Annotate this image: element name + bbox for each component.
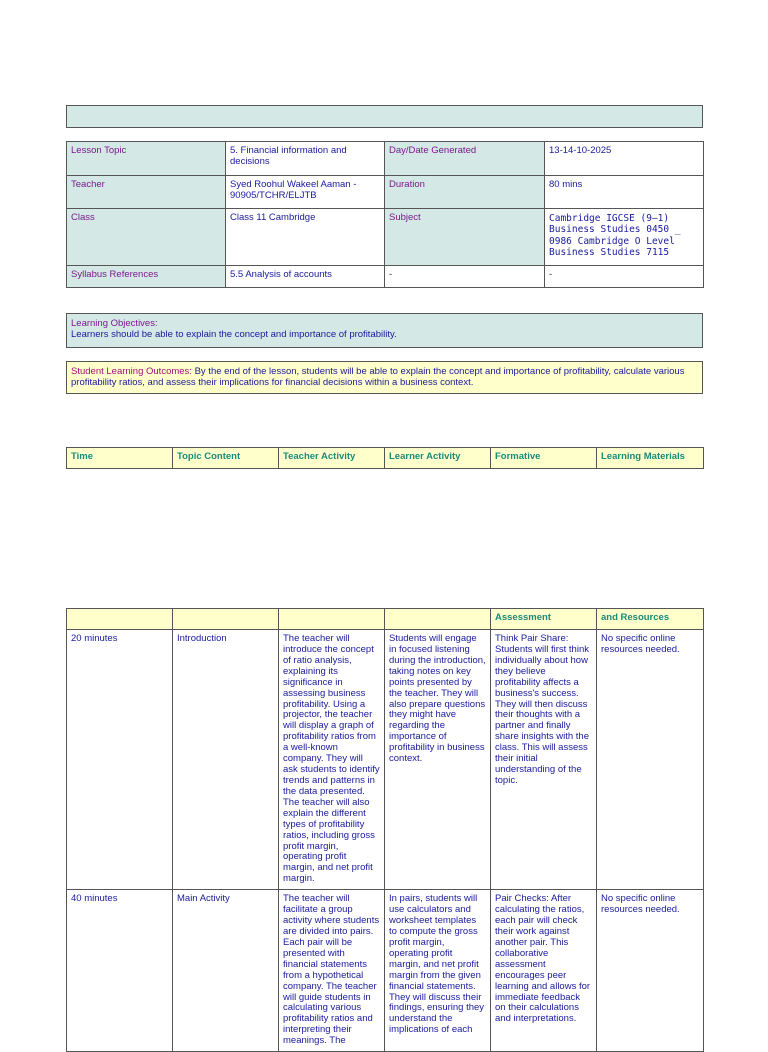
- duration-value: 80 mins: [545, 176, 704, 209]
- title-bar: [66, 105, 703, 128]
- header-learner-blank: [385, 609, 491, 630]
- class-value: Class 11 Cambridge: [226, 209, 385, 266]
- time-cell: 40 minutes: [67, 890, 173, 1052]
- time-cell: 20 minutes: [67, 630, 173, 890]
- lesson-plan-table: [66, 629, 704, 1052]
- syllabus-references-value: 5.5 Analysis of accounts: [226, 266, 385, 288]
- table-row: [67, 890, 704, 1052]
- header-learning-materials: Learning Materials: [597, 448, 704, 469]
- info-row: [67, 142, 704, 176]
- assessment-cell: Pair Checks: After calculating the ratios, each pair will check their work against another pair. This collaborative assessment encourages peer learning and allows for immediate feedback on their calculations and interpretations.: [491, 890, 597, 1052]
- assessment-cell: Think Pair Share: Students will first think individually about how they believe profitability affects a business's success. They will then discuss their thoughts with a partner and finally share insights with the class. This will assess their initial understanding of the topic.: [491, 630, 597, 890]
- class-label: Class: [67, 209, 226, 266]
- duration-label: Duration: [385, 176, 545, 209]
- syllabus-references-label: Syllabus References: [67, 266, 226, 288]
- header-topic-blank: [173, 609, 279, 630]
- header-row: [67, 448, 704, 469]
- learning-objectives-text: Learners should be able to explain the concept and importance of profitability.: [71, 328, 397, 340]
- header-teacher-activity: Teacher Activity: [279, 448, 385, 469]
- topic-cell: Main Activity: [173, 890, 279, 1052]
- student-learning-outcomes-text: By the end of the lesson, students will be able to explain the concept and importance of profitability, calculate various profitability ratios, and assess their implications for financial decisions within a business context.: [71, 366, 685, 388]
- subject-value: Cambridge IGCSE (9–1) Business Studies 0450 _ 0986 Cambridge O Level Business Studies 7115: [545, 209, 704, 266]
- resources-cell: No specific online resources needed.: [597, 630, 704, 890]
- resources-cell: No specific online resources needed.: [597, 890, 704, 1052]
- table-row: [67, 630, 704, 890]
- header-assessment: Assessment: [491, 609, 597, 630]
- header-and-resources: and Resources: [597, 609, 704, 630]
- date-generated-value: 13-14-10-2025: [545, 142, 704, 176]
- empty-value-cell: -: [545, 266, 704, 288]
- learner-activity-cell: In pairs, students will use calculators and worksheet templates to compute the gross profit margin, operating profit margin, and net profit margin from the given financial statements. They will discuss their findings, ensuring they understand the implications of each: [385, 890, 491, 1052]
- header-formative: Formative: [491, 448, 597, 469]
- header-topic-content: Topic Content: [173, 448, 279, 469]
- header-time-blank: [67, 609, 173, 630]
- student-learning-outcomes-box: [66, 361, 703, 394]
- learner-activity-cell: Students will engage in focused listening during the introduction, taking notes on key points presented by the teacher. They will also prepare questions they might have regarding the importance of profitability in business context.: [385, 630, 491, 890]
- header-learner-activity: Learner Activity: [385, 448, 491, 469]
- header-time: Time: [67, 448, 173, 469]
- lesson-plan-header: [66, 447, 704, 469]
- empty-label-cell: -: [385, 266, 545, 288]
- lesson-plan-header-continued: [66, 608, 704, 630]
- header-row: [67, 609, 704, 630]
- teacher-label: Teacher: [67, 176, 226, 209]
- teacher-activity-cell: The teacher will facilitate a group activity where students are divided into pairs. Each pair will be presented with financial statements from a hypothetical company. The teacher will guide students in calculating various profitability ratios and interpreting their meanings. The: [279, 890, 385, 1052]
- info-row: [67, 209, 704, 266]
- subject-label: Subject: [385, 209, 545, 266]
- teacher-activity-cell: The teacher will introduce the concept of ratio analysis, explaining its significance in assessing business profitability. Using a projector, the teacher will display a graph of profitability ratios from a well-known company. They will ask students to identify trends and patterns in the data presented. The teacher will also explain the different types of profitability ratios, including gross profit margin, operating profit margin, and net profit margin.: [279, 630, 385, 890]
- lesson-topic-label: Lesson Topic: [67, 142, 226, 176]
- topic-cell: Introduction: [173, 630, 279, 890]
- info-row: [67, 266, 704, 288]
- learning-objectives-box: [66, 313, 703, 348]
- header-teacher-blank: [279, 609, 385, 630]
- learning-objectives-heading: Learning Objectives:: [71, 318, 158, 329]
- info-row: [67, 176, 704, 209]
- date-generated-label: Day/Date Generated: [385, 142, 545, 176]
- teacher-value: Syed Roohul Wakeel Aaman - 90905/TCHR/ELJTB: [226, 176, 385, 209]
- student-learning-outcomes-label: Student Learning Outcomes:: [71, 366, 192, 377]
- lesson-topic-value: 5. Financial information and decisions: [226, 142, 385, 176]
- lesson-info-table: [66, 141, 704, 288]
